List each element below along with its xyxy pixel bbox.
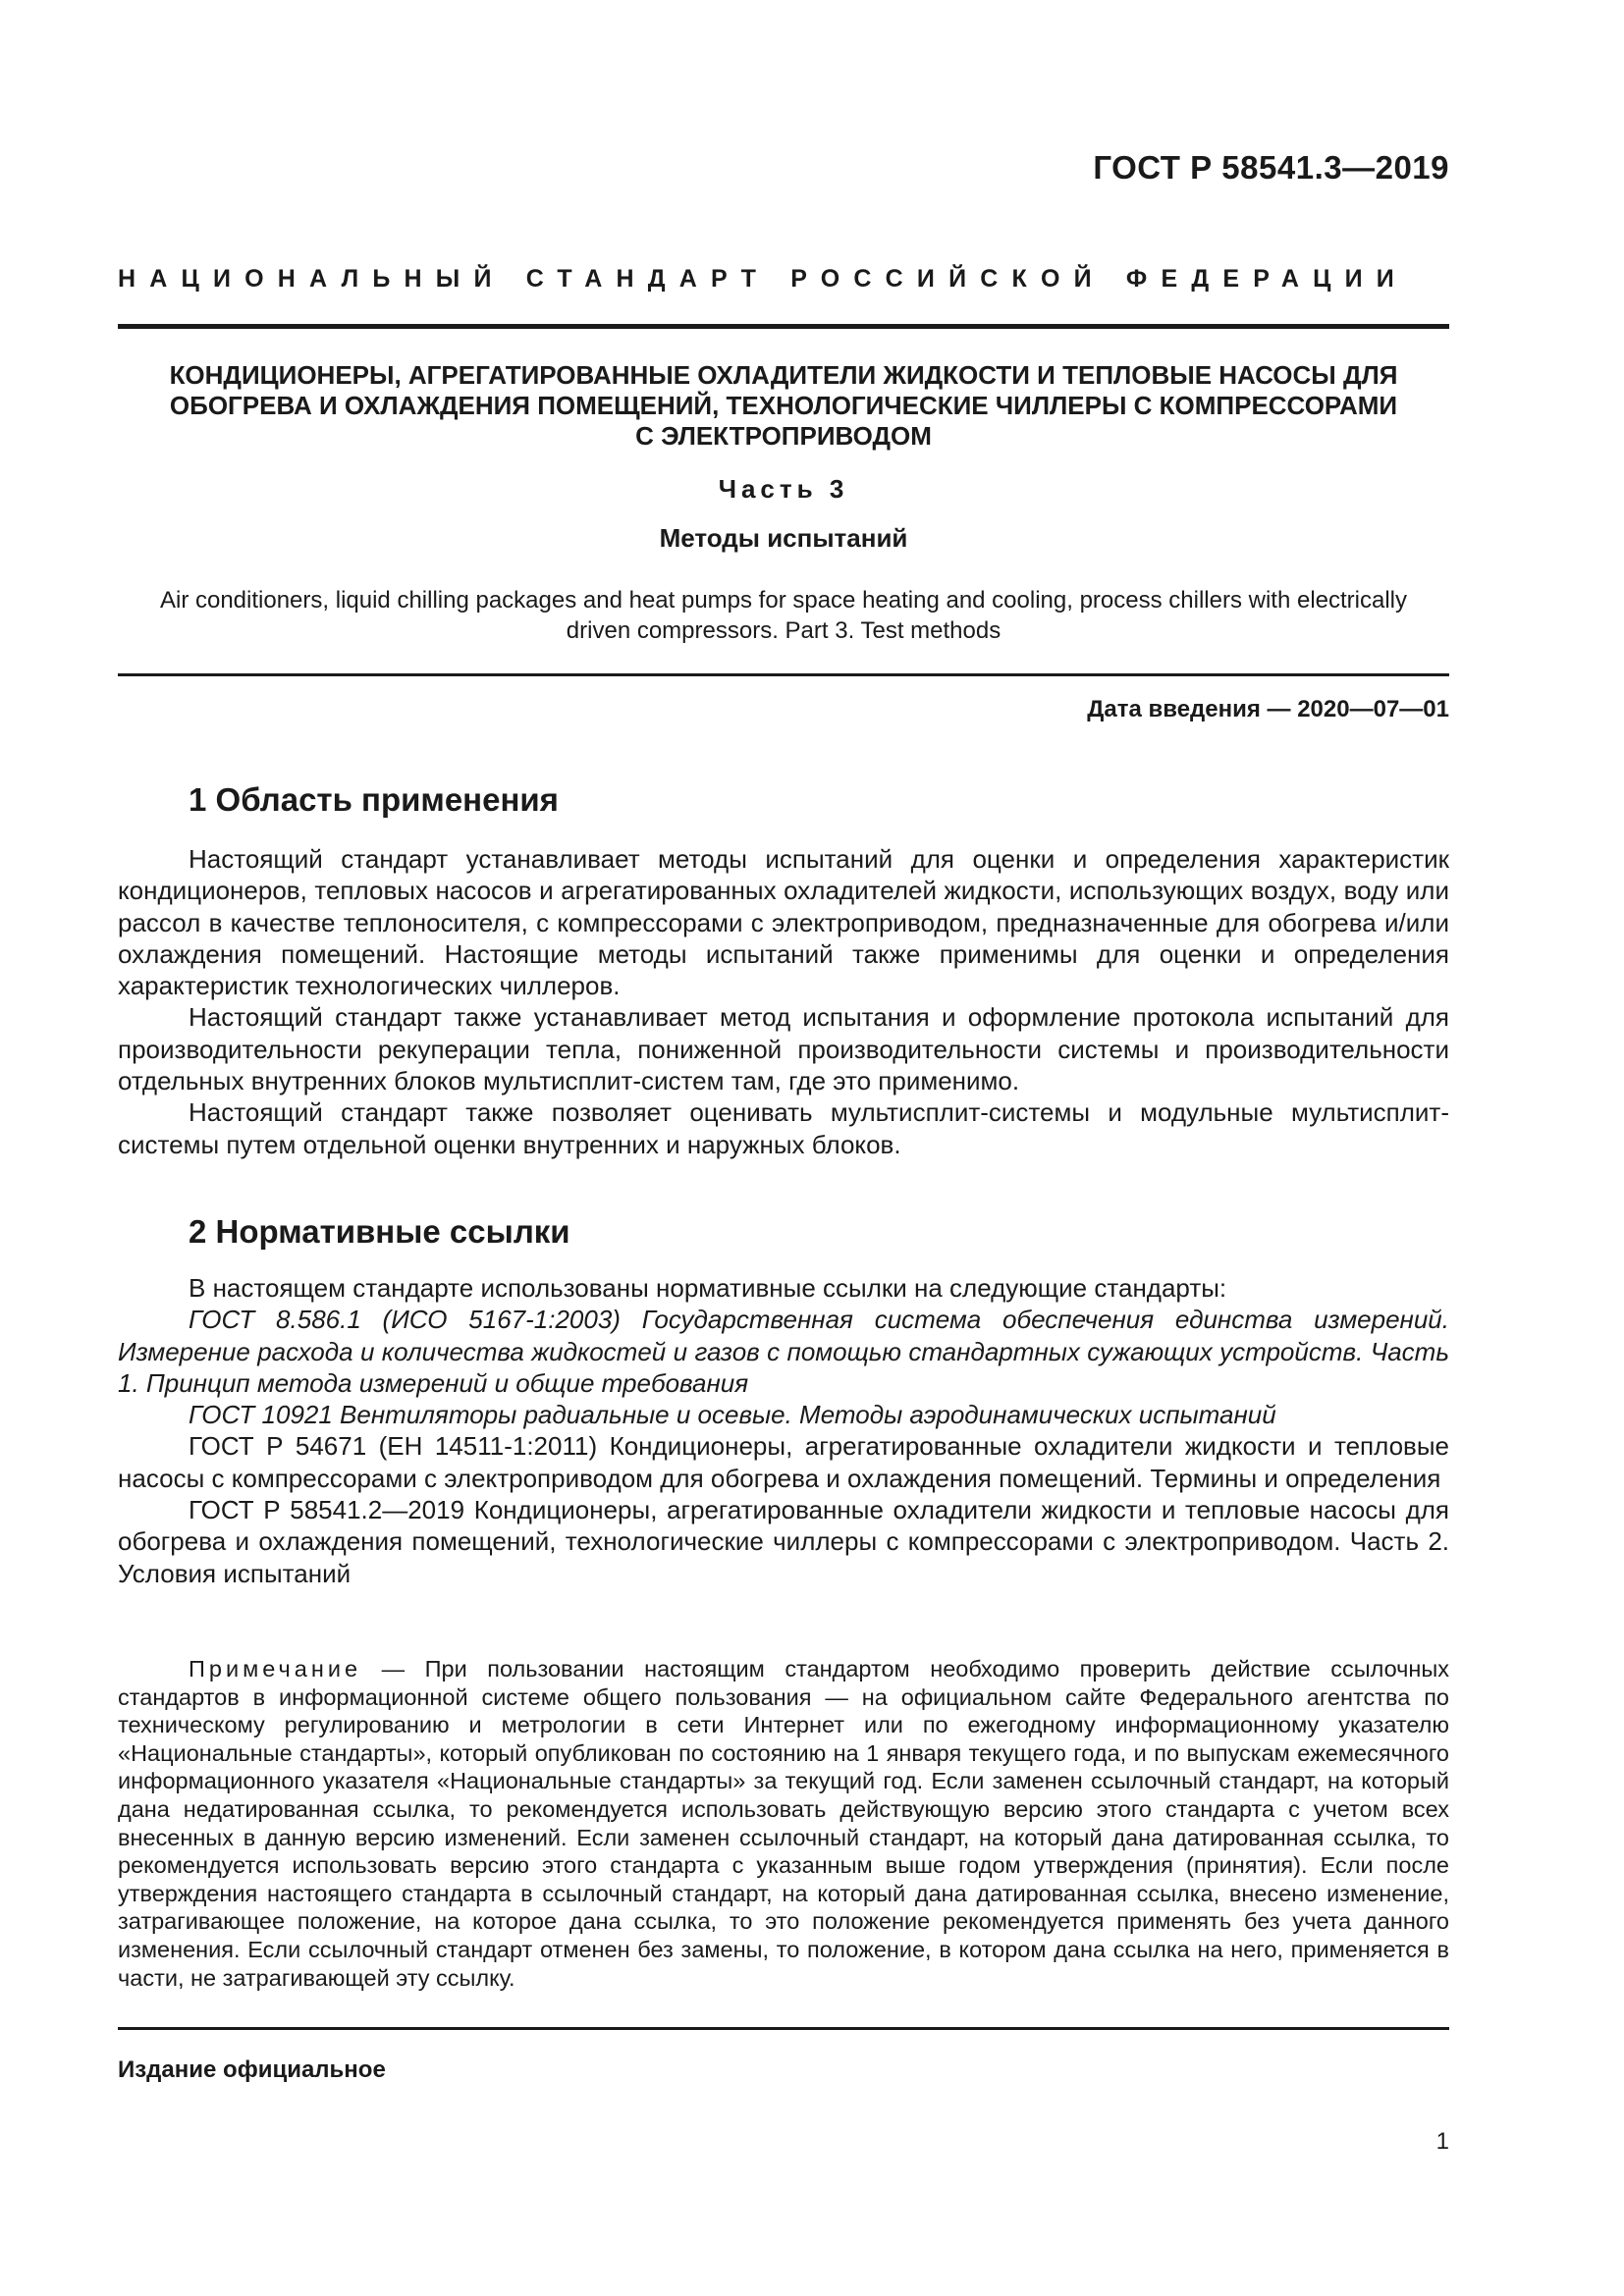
paragraph: Настоящий стандарт также позволяет оценивать мультисплит-системы и модульные мультисплит-системы путем отдельной оценки внутренних и наружных блоков. — [118, 1097, 1449, 1159]
paragraph: Настоящий стандарт устанавливает методы испытаний для оценки и определения характеристик кондиционеров, тепловых насосов и агрегатированных охладителей жидкости, использующих воздух, воду или рассол в качестве теплоносителя, с компрессорами с электроприводом, предназначенные для обогрева и/или охлаждения помещений. Настоящие методы испытаний также применимы для оценки и определения характеристик технологических чиллеров. — [118, 844, 1449, 1001]
note-text: — При пользовании настоящим стандартом необходимо проверить действие ссылочных стандартов в информационной системе общего пользования — на официальном сайте Федерального агентства по техническому регулированию и метрологии в сети Интернет или по ежегодному информационному указателю «Национальные стандарты», который опубликован по состоянию на 1 января текущего года, и по выпускам ежемесячного информационного указателя «Национальные стандарты» за текущий год. Если заменен ссылочный стандарт, на который дана недатированная ссылка, то рекомендуется использовать действующую версию этого стандарта с учетом всех внесенных в данную версию изменений. Если заменен ссылочный стандарт, на который дана датированная ссылка, то рекомендуется использовать версию этого стандарта с указанным выше годом утверждения (принятия). Если после утверждения настоящего стандарта в ссылочный стандарт, на который дана датированная ссылка, внесено изменение, затрагивающее положение, на которое дана ссылка, то это положение рекомендуется применять без учета данного изменения. Если ссылочный стандарт отменен без замены, то положение, в котором дана ссылка на него, применяется в части, не затрагивающей эту ссылку. — [118, 1656, 1449, 1991]
top-rule — [118, 324, 1449, 329]
document-number: ГОСТ Р 58541.3—2019 — [1093, 149, 1449, 186]
reference-item: ГОСТ 10921 Вентиляторы радиальные и осевые. Методы аэродинамических испытаний — [189, 1400, 1276, 1430]
edition-label: Издание официальное — [118, 2056, 386, 2083]
title-line: ОБОГРЕВА И ОХЛАЖДЕНИЯ ПОМЕЩЕНИЙ, ТЕХНОЛОГИЧЕСКИЕ ЧИЛЛЕРЫ С КОМПРЕССОРАМИ — [169, 391, 1398, 420]
section-2-body — [118, 1272, 1449, 1589]
english-title — [118, 585, 1449, 646]
reference-item: ГОСТ Р 54671 (ЕН 14511-1:2011) Кондиционеры, агрегатированные охладители жидкости и тепловые насосы с компрессорами с электроприводом для обогрева и охлаждения помещений. Термины и определения — [118, 1431, 1449, 1493]
footer-rule — [118, 2027, 1449, 2030]
part-subtitle: Методы испытаний — [659, 523, 908, 553]
national-standard-banner: НАЦИОНАЛЬНЫЙ СТАНДАРТ РОССИЙСКОЙ ФЕДЕРАЦИИ — [118, 265, 1408, 293]
page-number: 1 — [1435, 2128, 1449, 2155]
introduction-date: Дата введения — 2020—07—01 — [1087, 696, 1449, 722]
note-paragraph — [118, 1655, 1449, 1992]
english-title-line: driven compressors. Part 3. Test methods — [566, 617, 1001, 644]
english-title-line: Air conditioners, liquid chilling packages and heat pumps for space heating and cooling, process chillers with electrically — [159, 587, 1408, 614]
title-line: С ЭЛЕКТРОПРИВОДОМ — [635, 421, 932, 451]
part-label: Часть 3 — [718, 474, 849, 504]
paragraph: В настоящем стандарте использованы нормативные ссылки на следующие стандарты: — [189, 1273, 1227, 1303]
note — [118, 1655, 1449, 1992]
note-label: Примечание — [189, 1656, 362, 1682]
section-2-heading: 2 Нормативные ссылки — [189, 1213, 570, 1250]
section-1-heading: 1 Область применения — [189, 781, 559, 818]
reference-item: ГОСТ 8.586.1 (ИСО 5167-1:2003) Государственная система обеспечения единства измерений. Измерение расхода и количества жидкостей и газов с помощью стандартных сужающих устройств. Часть 1. Принцип метода измерений и общие требования — [118, 1305, 1449, 1398]
section-1-body — [118, 843, 1449, 1160]
reference-item: ГОСТ Р 58541.2—2019 Кондиционеры, агрегатированные охладители жидкости и тепловые насосы для обогрева и охлаждения помещений, технологические чиллеры с компрессорами с электроприводом. Часть 2. Условия испытаний — [118, 1495, 1449, 1588]
document-title — [118, 360, 1449, 452]
title-line: КОНДИЦИОНЕРЫ, АГРЕГАТИРОВАННЫЕ ОХЛАДИТЕЛИ ЖИДКОСТИ И ТЕПЛОВЫЕ НАСОСЫ ДЛЯ — [169, 360, 1398, 390]
paragraph: Настоящий стандарт также устанавливает метод испытания и оформление протокола испытаний для производительности рекуперации тепла, пониженной производительности системы и производительности отдельных внутренних блоков мультисплит-систем там, где это применимо. — [118, 1002, 1449, 1096]
title-rule — [118, 673, 1449, 676]
